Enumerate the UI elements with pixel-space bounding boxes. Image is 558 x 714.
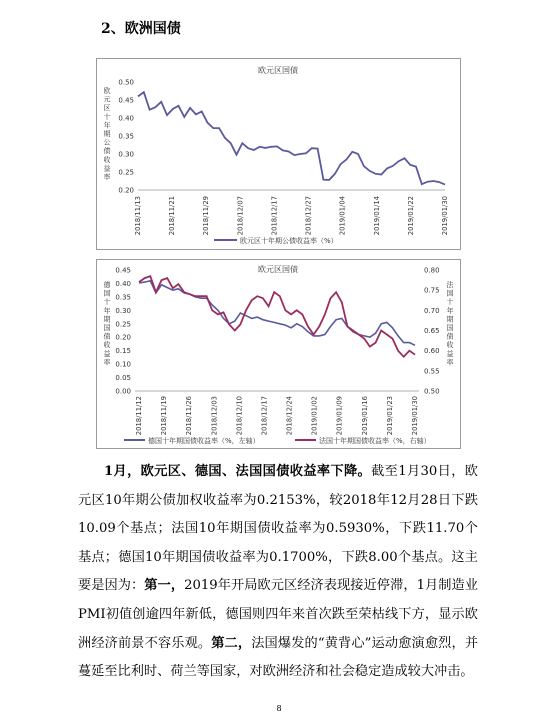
y-left-tick-label: 0.45 xyxy=(115,266,131,275)
germany-france-bond-chart-svg xyxy=(97,260,460,448)
paragraph-point-1: 第一， xyxy=(144,578,185,594)
page-number: 8 xyxy=(276,704,282,713)
germany-yield-line xyxy=(139,281,415,346)
chart-title: 欧元区国债 xyxy=(258,66,298,75)
y-right-tick-label: 0.60 xyxy=(424,347,440,356)
y-tick-label: 0.35 xyxy=(118,132,134,141)
chart2-x-tick-label: 2019/01/16 xyxy=(360,396,369,436)
chart1-x-tick-label: 2018/12/27 xyxy=(304,196,313,236)
france-yield-line xyxy=(139,276,415,357)
y-left-axis-label: 德国十年期国债收益率 xyxy=(103,281,111,367)
y-right-tick-label: 0.65 xyxy=(424,327,440,335)
chart2-x-tick-label: 2018/12/24 xyxy=(285,396,294,436)
eurozone-bond-chart-svg xyxy=(97,59,460,249)
section-title: 2、欧洲国债 xyxy=(101,21,181,37)
paragraph-text-2: 2019年开局欧元区经济表现接近停滞，1月制造业PMI初值创逾四年新低，德国则四年来首次跌至荣枯线下方，显示欧洲经济前景不容乐观。 xyxy=(78,578,479,651)
y-right-tick-label: 0.50 xyxy=(424,387,440,396)
chart1-x-tick-label: 2019/01/14 xyxy=(372,196,381,236)
eurozone-yield-line xyxy=(138,92,445,185)
y-tick-label: 0.30 xyxy=(118,150,134,159)
chart2-x-tick-label: 2018/12/17 xyxy=(260,396,269,436)
germany-france-bond-chart xyxy=(96,259,461,449)
chart1-x-tick-label: 2019/01/22 xyxy=(406,196,415,236)
chart2-x-tick-label: 2018/11/19 xyxy=(160,396,169,436)
chart2-x-tick-label: 2019/01/23 xyxy=(385,396,394,436)
chart1-x-tick-label: 2018/11/21 xyxy=(168,196,177,236)
paragraph-text-3: 法国爆发的“黄背心”运动愈演愈烈，并蔓延至比利时、荷兰等国家，对欧洲经济和社会稳定造成较大冲击。 xyxy=(78,635,479,680)
y-left-tick-label: 0.00 xyxy=(115,387,131,396)
legend-label-germany: 德国十年期国债收益率（%，左轴） xyxy=(148,437,260,445)
y-right-axis-label: 法国十年期国债收益率 xyxy=(446,281,454,367)
y-tick-label: 0.40 xyxy=(118,114,134,123)
chart2-x-tick-label: 2019/01/02 xyxy=(310,396,319,436)
chart2-x-tick-label: 2018/11/12 xyxy=(135,396,143,436)
paragraph-lead: 1月，欧元区、德国、法国国债收益率下降。 xyxy=(104,464,372,479)
chart1-x-tick-label: 2019/01/04 xyxy=(338,196,347,236)
y-left-tick-label: 0.20 xyxy=(115,333,131,342)
chart2-x-tick-label: 2019/01/30 xyxy=(411,396,419,436)
y-right-tick-label: 0.70 xyxy=(424,306,440,315)
y-left-tick-label: 0.10 xyxy=(115,360,131,369)
y-left-tick-label: 0.05 xyxy=(115,374,131,383)
y-right-tick-label: 0.55 xyxy=(424,367,440,376)
y-right-tick-label: 0.75 xyxy=(424,286,440,295)
y-left-tick-label: 0.40 xyxy=(115,279,131,288)
y-left-tick-label: 0.25 xyxy=(115,320,131,329)
chart2-x-tick-label: 2018/12/10 xyxy=(235,396,244,436)
y-right-tick-label: 0.80 xyxy=(424,266,440,275)
y-left-tick-label: 0.35 xyxy=(115,293,131,302)
chart1-x-tick-label: 2018/12/17 xyxy=(270,196,279,236)
y-tick-label: 0.20 xyxy=(118,186,134,195)
analysis-paragraph xyxy=(78,458,478,687)
y-tick-label: 0.25 xyxy=(118,168,134,177)
y-tick-label: 0.50 xyxy=(118,78,134,87)
paragraph-point-2: 第二， xyxy=(211,635,252,651)
chart2-x-tick-label: 2019/01/09 xyxy=(335,396,344,436)
legend-label: 欧元区十年期公债收益率（%） xyxy=(240,237,338,245)
y-tick-label: 0.45 xyxy=(118,96,134,105)
chart2-x-tick-label: 2018/11/26 xyxy=(185,396,194,436)
chart2-x-tick-label: 2018/12/03 xyxy=(210,396,219,436)
paragraph-text-1: 截至1月30日，欧元区10年期公债加权收益率为0.2153%，较2018年12月28日下跌10.09个基点；法国10年期国债收益率为0.5930%，下跌11.70个基点；德国10年期国债收益率为0.1700%，下跌8.00个基点。这主要是因为： xyxy=(78,464,478,594)
chart1-x-tick-label: 2019/01/30 xyxy=(441,196,449,236)
eurozone-bond-chart xyxy=(96,58,461,250)
chart1-x-tick-label: 2018/11/29 xyxy=(202,196,211,236)
y-axis-label: 欧元区十年期公债收益率 xyxy=(103,87,111,181)
y-left-tick-label: 0.15 xyxy=(115,347,131,356)
chart1-x-tick-label: 2018/11/13 xyxy=(134,196,142,236)
y-left-tick-label: 0.30 xyxy=(115,306,131,315)
legend-label-france: 法国十年期国债收益率（%，右轴） xyxy=(319,437,431,445)
chart1-x-tick-label: 2018/12/07 xyxy=(236,196,245,236)
chart-title: 欧元区国债 xyxy=(258,265,298,274)
